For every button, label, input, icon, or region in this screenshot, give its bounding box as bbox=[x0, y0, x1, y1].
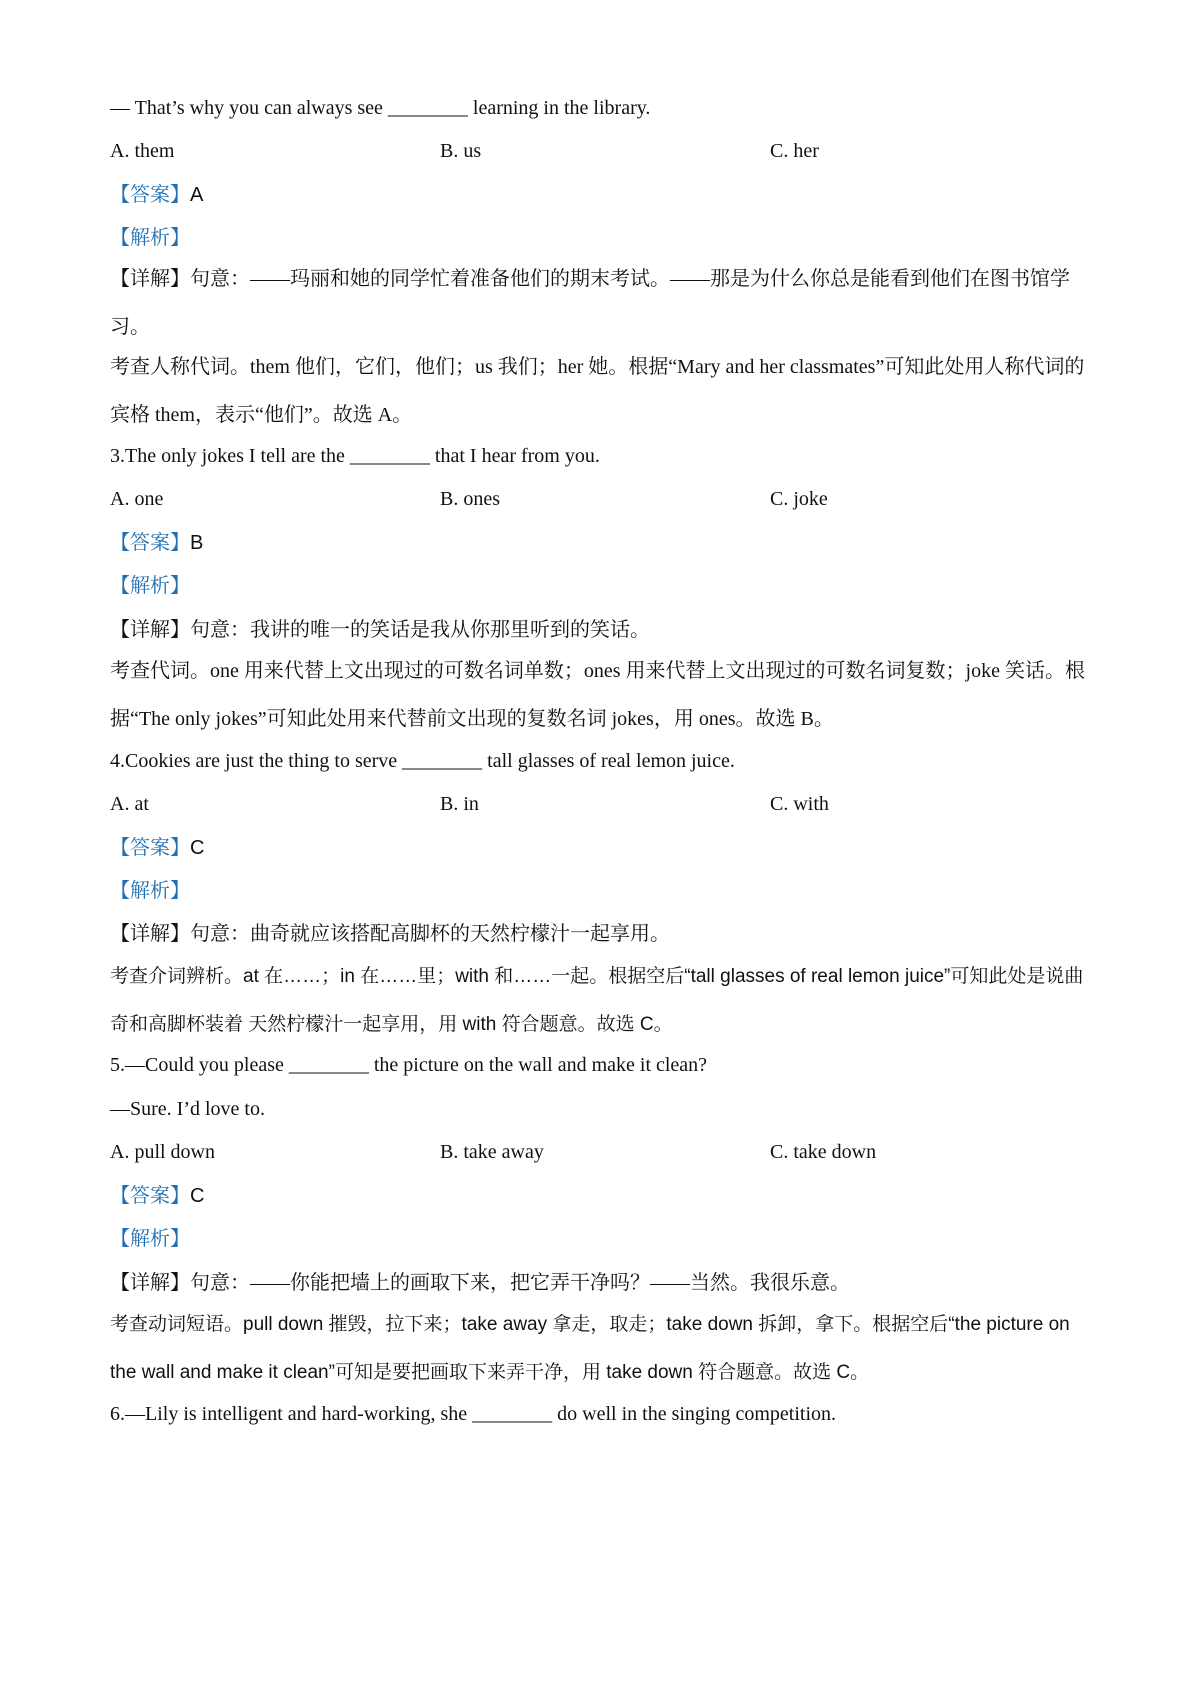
q5-explanation: 考查动词短语。pull down 摧毁，拉下来；take away 拿走，取走；take down 拆卸，拿下。根据空后“the picture on the wall and make it clean”可知是要把画取下来弄干净，用 take down 符合题意。故选 C。 bbox=[110, 1314, 1070, 1383]
q2-option-c: C. her bbox=[770, 140, 819, 162]
q2-detail: 【详解】句意：——玛丽和她的同学忙着准备他们的期末考试。——那是为什么你总是能看到他们在图书馆学习。 bbox=[110, 268, 1070, 338]
q5-stem: 5.—Could you please ________ the picture on the wall and make it clean? bbox=[110, 1054, 708, 1076]
q4-option-c: C. with bbox=[770, 793, 829, 815]
q2-stem-line2: — That’s why you can always see ________ learning in the library. bbox=[110, 97, 651, 119]
q4-analysis-label: 【解析】 bbox=[110, 880, 190, 902]
q4-answer bbox=[110, 834, 204, 862]
q3-detail: 【详解】句意：我讲的唯一的笑话是我从你那里听到的笑话。 bbox=[110, 619, 650, 641]
q5-analysis-label: 【解析】 bbox=[110, 1228, 190, 1250]
q5-option-a: A. pull down bbox=[110, 1141, 215, 1163]
answer-label: 【答案】 bbox=[110, 184, 190, 206]
answer-value: B bbox=[190, 532, 204, 554]
q3-analysis-label: 【解析】 bbox=[110, 575, 190, 597]
q3-stem: 3.The only jokes I tell are the ________ that I hear from you. bbox=[110, 445, 600, 467]
q3-explanation: 考查代词。one 用来代替上文出现过的可数名词单数；ones 用来代替上文出现过的可数名词复数；joke 笑话。根据“The only jokes”可知此处用来代替前文出现的复数名词 jokes，用 ones。故选 B。 bbox=[110, 660, 1085, 730]
q3-option-a: A. one bbox=[110, 488, 164, 510]
q4-stem: 4.Cookies are just the thing to serve ________ tall glasses of real lemon juice. bbox=[110, 750, 735, 772]
q2-answer bbox=[110, 181, 203, 209]
q2-analysis-label: 【解析】 bbox=[110, 227, 190, 249]
q3-option-b: B. ones bbox=[440, 488, 500, 510]
answer-label: 【答案】 bbox=[110, 532, 190, 554]
q2-option-a: A. them bbox=[110, 140, 175, 162]
answer-value: A bbox=[190, 184, 204, 206]
q3-option-c: C. joke bbox=[770, 488, 828, 510]
q5-detail: 【详解】句意：——你能把墙上的画取下来，把它弄干净吗？——当然。我很乐意。 bbox=[110, 1272, 850, 1294]
q2-explanation: 考查人称代词。them 他们，它们，他们；us 我们；her 她。根据“Mary and her classmates”可知此处用人称代词的宾格 them，表示“他们”。故选 A。 bbox=[110, 356, 1085, 426]
q6-stem: 6.—Lily is intelligent and hard-working, she ________ do well in the singing competition. bbox=[110, 1403, 837, 1425]
answer-label: 【答案】 bbox=[110, 837, 190, 859]
q4-option-b: B. in bbox=[440, 793, 479, 815]
q4-detail: 【详解】句意：曲奇就应该搭配高脚杯的天然柠檬汁一起享用。 bbox=[110, 923, 670, 945]
q4-explanation: 考查介词辨析。at 在……；in 在……里；with 和……一起。根据空后“tall glasses of real lemon juice”可知此处是说曲奇和高脚杯装着 天然柠檬汁一起享用，用 with 符合题意。故选 C。 bbox=[110, 966, 1084, 1035]
answer-value: C bbox=[190, 837, 205, 859]
q3-answer bbox=[110, 529, 203, 557]
q5-option-b: B. take away bbox=[440, 1141, 544, 1163]
q5-answer bbox=[110, 1182, 204, 1210]
answer-value: C bbox=[190, 1185, 205, 1207]
q5-option-c: C. take down bbox=[770, 1141, 877, 1163]
answer-label: 【答案】 bbox=[110, 1185, 190, 1207]
q5-stem-line2: —Sure. I’d love to. bbox=[110, 1098, 265, 1120]
q4-option-a: A. at bbox=[110, 793, 149, 815]
q2-option-b: B. us bbox=[440, 140, 482, 162]
